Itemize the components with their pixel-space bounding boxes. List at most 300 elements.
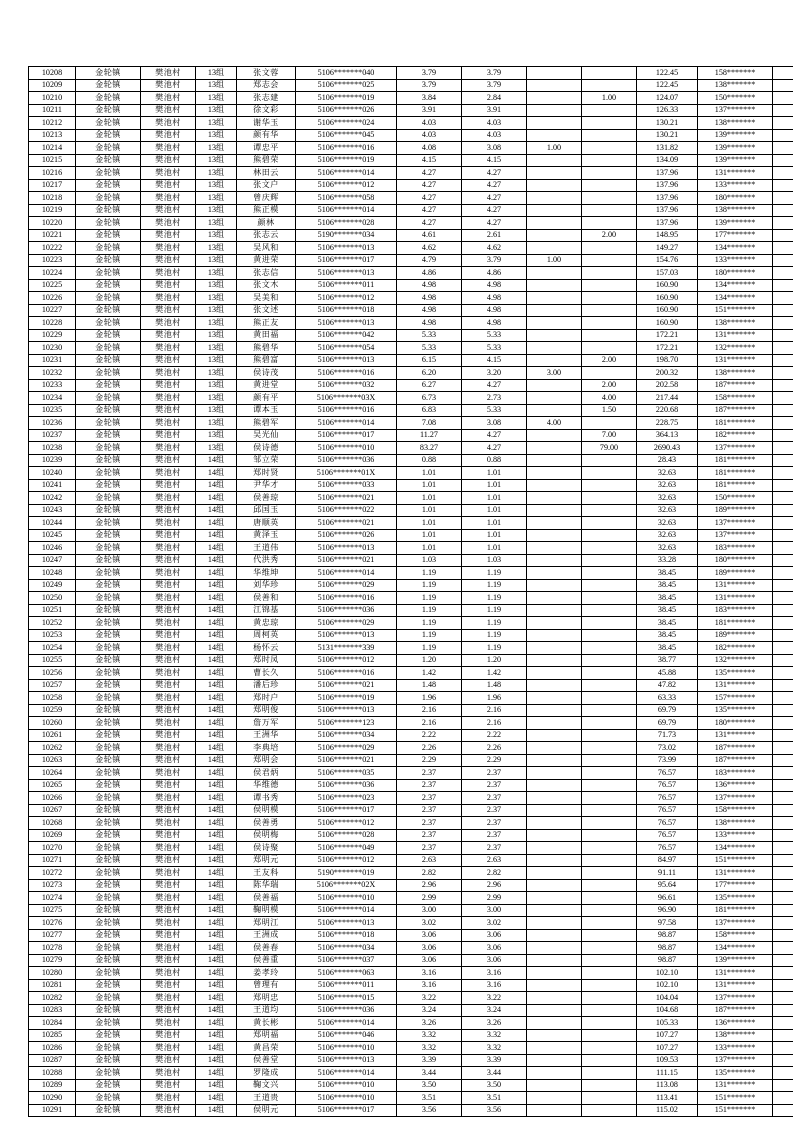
table-cell — [582, 729, 637, 742]
table-cell — [527, 929, 582, 942]
table-cell: 131******* — [698, 979, 773, 992]
table-cell: 5106*******016 — [296, 667, 397, 680]
table-cell: 14组 — [196, 479, 237, 492]
table-cell: 杨怀云 — [237, 642, 296, 655]
table-cell: 谭书秀 — [237, 792, 296, 805]
table-cell: 5106*******028 — [296, 217, 397, 230]
table-cell: 5106*******023 — [296, 792, 397, 805]
table-cell: 10267 — [29, 804, 76, 817]
table-cell: 3.26 — [462, 1017, 527, 1030]
table-cell: 14组 — [196, 529, 237, 542]
table-cell: 139******* — [698, 954, 773, 967]
table-cell: 樊池村 — [141, 654, 196, 667]
table-cell: 樊池村 — [141, 929, 196, 942]
table-row — [29, 117, 793, 130]
table-cell: 5106*******017 — [296, 254, 397, 267]
table-cell: 5106*******012 — [296, 292, 397, 305]
table-cell — [773, 704, 793, 717]
table-cell — [527, 192, 582, 205]
table-cell: 2.37 — [397, 779, 462, 792]
table-cell — [582, 817, 637, 830]
table-cell: 13组 — [196, 292, 237, 305]
table-cell: 尹华才 — [237, 479, 296, 492]
table-cell: 1.96 — [462, 692, 527, 705]
table-cell: 樊池村 — [141, 529, 196, 542]
table-cell: 13组 — [196, 179, 237, 192]
table-cell: 樊池村 — [141, 392, 196, 405]
table-cell: 1.01 — [397, 529, 462, 542]
table-cell: 樊池村 — [141, 192, 196, 205]
table-cell: 3.79 — [462, 67, 527, 80]
table-cell: 代洪秀 — [237, 554, 296, 567]
table-cell: 187******* — [698, 754, 773, 767]
table-cell: 183******* — [698, 542, 773, 555]
table-cell: 202.58 — [637, 379, 698, 392]
table-cell: 5106*******010 — [296, 1092, 397, 1105]
table-cell: 2.29 — [397, 754, 462, 767]
table-cell: 14组 — [196, 679, 237, 692]
table-cell: 金轮镇 — [76, 1104, 141, 1117]
table-cell: 金轮镇 — [76, 742, 141, 755]
table-cell: 金轮镇 — [76, 304, 141, 317]
table-row — [29, 242, 793, 255]
table-cell: 樊池村 — [141, 642, 196, 655]
table-cell — [773, 104, 793, 117]
table-cell: 14组 — [196, 804, 237, 817]
table-cell: 5106*******032 — [296, 379, 397, 392]
table-cell: 217.44 — [637, 392, 698, 405]
table-cell: 4.27 — [397, 204, 462, 217]
table-cell: 2.82 — [462, 867, 527, 880]
table-cell — [582, 204, 637, 217]
table-cell: 220.68 — [637, 404, 698, 417]
table-row — [29, 1067, 793, 1080]
table-cell: 4.62 — [462, 242, 527, 255]
table-cell — [527, 779, 582, 792]
table-cell: 金轮镇 — [76, 917, 141, 930]
table-cell: 2.99 — [397, 892, 462, 905]
table-cell: 10243 — [29, 504, 76, 517]
table-cell: 1.19 — [462, 604, 527, 617]
table-cell: 2.22 — [397, 729, 462, 742]
table-cell — [527, 267, 582, 280]
table-cell — [773, 979, 793, 992]
table-cell: 1.42 — [397, 667, 462, 680]
table-cell: 樊池村 — [141, 292, 196, 305]
table-cell: 10239 — [29, 454, 76, 467]
table-cell: 10250 — [29, 592, 76, 605]
table-cell: 1.19 — [462, 629, 527, 642]
table-cell: 樊池村 — [141, 417, 196, 430]
table-cell: 郑志会 — [237, 79, 296, 92]
table-cell: 10241 — [29, 479, 76, 492]
table-cell: 133******* — [698, 829, 773, 842]
table-cell — [582, 604, 637, 617]
table-row — [29, 567, 793, 580]
table-cell: 10258 — [29, 692, 76, 705]
table-cell: 172.21 — [637, 329, 698, 342]
table-cell: 104.68 — [637, 1004, 698, 1017]
table-cell: 181******* — [698, 454, 773, 467]
table-cell: 4.15 — [462, 354, 527, 367]
table-cell: 84.97 — [637, 854, 698, 867]
table-cell: 5106*******014 — [296, 567, 397, 580]
table-cell — [773, 354, 793, 367]
table-row — [29, 667, 793, 680]
table-cell: 樊池村 — [141, 767, 196, 780]
table-cell: 金轮镇 — [76, 1067, 141, 1080]
table-cell: 10263 — [29, 754, 76, 767]
table-cell: 2.96 — [397, 879, 462, 892]
table-cell: 侯明模 — [237, 804, 296, 817]
table-cell — [582, 754, 637, 767]
table-cell — [582, 1067, 637, 1080]
table-cell: 金轮镇 — [76, 529, 141, 542]
table-cell — [527, 879, 582, 892]
table-cell: 金轮镇 — [76, 654, 141, 667]
table-cell: 10286 — [29, 1042, 76, 1055]
table-cell: 13组 — [196, 67, 237, 80]
table-cell: 3.02 — [462, 917, 527, 930]
table-cell: 金轮镇 — [76, 554, 141, 567]
table-cell: 3.39 — [397, 1054, 462, 1067]
table-cell: 13组 — [196, 192, 237, 205]
table-cell: 10211 — [29, 104, 76, 117]
table-cell: 158******* — [698, 392, 773, 405]
table-cell — [773, 242, 793, 255]
table-row — [29, 767, 793, 780]
table-cell: 金轮镇 — [76, 117, 141, 130]
table-cell: 邱国玉 — [237, 504, 296, 517]
table-cell: 14组 — [196, 867, 237, 880]
table-cell: 熊正友 — [237, 317, 296, 330]
table-row — [29, 554, 793, 567]
table-cell: 金轮镇 — [76, 867, 141, 880]
table-cell: 金轮镇 — [76, 292, 141, 305]
table-cell: 5106*******012 — [296, 817, 397, 830]
table-cell — [773, 1004, 793, 1017]
table-row — [29, 379, 793, 392]
table-cell — [773, 1054, 793, 1067]
table-cell: 金轮镇 — [76, 642, 141, 655]
table-cell: 4.86 — [397, 267, 462, 280]
table-cell: 5106*******049 — [296, 842, 397, 855]
table-cell: 182******* — [698, 429, 773, 442]
table-cell: 10242 — [29, 492, 76, 505]
table-cell: 10255 — [29, 654, 76, 667]
table-cell: 3.24 — [397, 1004, 462, 1017]
table-cell — [527, 79, 582, 92]
table-cell — [527, 579, 582, 592]
table-cell — [773, 792, 793, 805]
table-row — [29, 904, 793, 917]
table-cell — [773, 142, 793, 155]
table-cell: 樊池村 — [141, 504, 196, 517]
table-cell — [773, 692, 793, 705]
table-cell: 樊池村 — [141, 967, 196, 980]
table-cell: 樊池村 — [141, 167, 196, 180]
table-cell: 金轮镇 — [76, 1054, 141, 1067]
table-cell — [527, 917, 582, 930]
table-cell: 181******* — [698, 904, 773, 917]
table-cell — [527, 604, 582, 617]
table-cell: 131******* — [698, 354, 773, 367]
table-row — [29, 279, 793, 292]
table-cell: 5106*******016 — [296, 367, 397, 380]
table-cell: 5106*******012 — [296, 854, 397, 867]
table-cell — [773, 417, 793, 430]
table-cell: 5106*******026 — [296, 104, 397, 117]
table-cell: 135******* — [698, 704, 773, 717]
table-cell: 13组 — [196, 242, 237, 255]
table-cell: 76.57 — [637, 817, 698, 830]
table-cell: 樊池村 — [141, 267, 196, 280]
table-cell: 10280 — [29, 967, 76, 980]
table-cell: 黄长彬 — [237, 1017, 296, 1030]
table-cell: 潘后珍 — [237, 679, 296, 692]
table-cell: 14组 — [196, 1017, 237, 1030]
table-row — [29, 579, 793, 592]
table-cell: 3.50 — [462, 1079, 527, 1092]
table-cell — [527, 292, 582, 305]
table-cell — [582, 842, 637, 855]
table-cell: 侯善春 — [237, 942, 296, 955]
table-cell: 13组 — [196, 204, 237, 217]
table-cell: 金轮镇 — [76, 1029, 141, 1042]
table-cell — [527, 692, 582, 705]
table-cell: 5106*******03X — [296, 392, 397, 405]
table-cell: 14组 — [196, 917, 237, 930]
table-cell — [582, 667, 637, 680]
table-cell: 10268 — [29, 817, 76, 830]
table-row — [29, 1104, 793, 1117]
table-cell — [582, 67, 637, 80]
table-cell: 3.32 — [397, 1042, 462, 1055]
table-cell: 187******* — [698, 1004, 773, 1017]
table-cell: 5106*******016 — [296, 592, 397, 605]
table-cell: 樊池村 — [141, 867, 196, 880]
table-cell: 5190*******034 — [296, 229, 397, 242]
table-cell — [773, 879, 793, 892]
table-row — [29, 442, 793, 455]
table-cell: 79.00 — [582, 442, 637, 455]
table-cell: 2.37 — [462, 842, 527, 855]
table-cell: 樊池村 — [141, 454, 196, 467]
table-cell — [527, 304, 582, 317]
table-cell: 金轮镇 — [76, 404, 141, 417]
table-cell: 金轮镇 — [76, 379, 141, 392]
table-cell: 0.88 — [462, 454, 527, 467]
table-cell — [773, 904, 793, 917]
table-cell: 160.90 — [637, 317, 698, 330]
table-cell: 5106*******022 — [296, 504, 397, 517]
table-cell: 樊池村 — [141, 1042, 196, 1055]
table-cell: 樊池村 — [141, 329, 196, 342]
table-cell — [527, 392, 582, 405]
table-cell: 金轮镇 — [76, 442, 141, 455]
table-cell — [527, 892, 582, 905]
table-cell: 郑明俊 — [237, 704, 296, 717]
table-cell: 189******* — [698, 567, 773, 580]
table-cell: 3.50 — [397, 1079, 462, 1092]
table-cell: 金轮镇 — [76, 792, 141, 805]
table-cell — [582, 1079, 637, 1092]
table-cell: 10281 — [29, 979, 76, 992]
table-cell: 樊池村 — [141, 667, 196, 680]
table-cell — [582, 629, 637, 642]
table-cell: 151******* — [698, 1092, 773, 1105]
table-cell — [773, 292, 793, 305]
table-cell: 14组 — [196, 704, 237, 717]
table-cell: 10222 — [29, 242, 76, 255]
table-cell: 91.11 — [637, 867, 698, 880]
table-row — [29, 854, 793, 867]
table-cell: 113.41 — [637, 1092, 698, 1105]
table-cell: 金轮镇 — [76, 417, 141, 430]
table-cell: 4.03 — [462, 117, 527, 130]
table-cell: 2.00 — [582, 229, 637, 242]
table-cell: 5106*******013 — [296, 629, 397, 642]
table-cell — [527, 842, 582, 855]
table-cell: 13组 — [196, 129, 237, 142]
table-cell — [582, 929, 637, 942]
table-cell: 5106*******021 — [296, 517, 397, 530]
table-cell: 124.07 — [637, 92, 698, 105]
table-cell: 1.19 — [397, 642, 462, 655]
table-cell — [582, 267, 637, 280]
table-cell: 2.37 — [397, 804, 462, 817]
table-cell: 黄进堂 — [237, 379, 296, 392]
table-cell: 10248 — [29, 567, 76, 580]
table-cell: 38.45 — [637, 617, 698, 630]
table-cell — [527, 742, 582, 755]
table-cell: 130.21 — [637, 129, 698, 142]
table-cell: 金轮镇 — [76, 329, 141, 342]
table-cell: 5106*******013 — [296, 917, 397, 930]
table-cell: 38.45 — [637, 579, 698, 592]
table-cell — [773, 304, 793, 317]
table-cell: 5106*******021 — [296, 492, 397, 505]
table-cell — [773, 254, 793, 267]
table-cell: 郑明福 — [237, 1029, 296, 1042]
table-row — [29, 142, 793, 155]
table-row — [29, 942, 793, 955]
table-cell — [582, 142, 637, 155]
table-cell: 14组 — [196, 542, 237, 555]
table-cell: 樊池村 — [141, 567, 196, 580]
table-row — [29, 329, 793, 342]
table-cell: 2.16 — [397, 717, 462, 730]
table-cell: 侯诗茂 — [237, 367, 296, 380]
table-cell — [527, 354, 582, 367]
table-cell: 郑时户 — [237, 692, 296, 705]
table-row — [29, 292, 793, 305]
table-cell: 10234 — [29, 392, 76, 405]
table-cell: 4.15 — [397, 154, 462, 167]
table-cell: 金轮镇 — [76, 317, 141, 330]
table-row — [29, 67, 793, 80]
table-cell: 1.50 — [582, 404, 637, 417]
table-cell: 4.98 — [462, 292, 527, 305]
table-cell: 1.00 — [527, 254, 582, 267]
table-cell: 2.16 — [462, 717, 527, 730]
table-cell: 4.27 — [462, 192, 527, 205]
table-cell: 2.26 — [462, 742, 527, 755]
table-cell: 5106*******029 — [296, 742, 397, 755]
table-cell: 1.01 — [462, 529, 527, 542]
table-cell: 金轮镇 — [76, 92, 141, 105]
table-cell: 13组 — [196, 279, 237, 292]
table-cell: 14组 — [196, 654, 237, 667]
table-cell: 13组 — [196, 417, 237, 430]
table-row — [29, 417, 793, 430]
table-cell: 189******* — [698, 629, 773, 642]
table-cell: 6.83 — [397, 404, 462, 417]
table-cell: 10266 — [29, 792, 76, 805]
table-cell: 6.15 — [397, 354, 462, 367]
table-cell: 107.27 — [637, 1042, 698, 1055]
table-cell: 160.90 — [637, 279, 698, 292]
table-cell: 5106*******046 — [296, 1029, 397, 1042]
table-cell — [773, 992, 793, 1005]
table-cell: 13组 — [196, 217, 237, 230]
table-cell: 侯善福 — [237, 892, 296, 905]
table-cell: 李典培 — [237, 742, 296, 755]
table-cell — [773, 604, 793, 617]
table-cell: 158******* — [698, 929, 773, 942]
table-cell: 5106*******036 — [296, 604, 397, 617]
table-cell: 金轮镇 — [76, 67, 141, 80]
table-cell — [582, 592, 637, 605]
table-cell — [773, 267, 793, 280]
table-cell: 2.37 — [397, 792, 462, 805]
table-cell: 金轮镇 — [76, 367, 141, 380]
table-cell — [773, 1042, 793, 1055]
table-cell: 金轮镇 — [76, 979, 141, 992]
table-cell: 1.19 — [397, 629, 462, 642]
table-cell: 14组 — [196, 454, 237, 467]
table-cell — [527, 67, 582, 80]
table-cell: 金轮镇 — [76, 992, 141, 1005]
table-cell — [773, 367, 793, 380]
table-cell — [527, 229, 582, 242]
table-cell: 5106*******013 — [296, 354, 397, 367]
table-cell: 137.96 — [637, 204, 698, 217]
table-cell: 10254 — [29, 642, 76, 655]
table-cell — [773, 717, 793, 730]
table-cell: 樊池村 — [141, 517, 196, 530]
table-cell: 樊池村 — [141, 917, 196, 930]
table-cell: 黄进荣 — [237, 254, 296, 267]
table-cell — [582, 742, 637, 755]
table-cell: 10213 — [29, 129, 76, 142]
table-cell — [527, 567, 582, 580]
table-cell: 周柯英 — [237, 629, 296, 642]
table-cell — [527, 717, 582, 730]
table-cell — [773, 129, 793, 142]
table-cell: 黄泽玉 — [237, 529, 296, 542]
table-cell: 1.01 — [462, 479, 527, 492]
table-cell: 3.00 — [462, 904, 527, 917]
table-cell — [773, 404, 793, 417]
table-cell: 10252 — [29, 617, 76, 630]
table-cell: 10233 — [29, 379, 76, 392]
table-cell: 5106*******029 — [296, 579, 397, 592]
table-row — [29, 717, 793, 730]
table-cell — [582, 529, 637, 542]
table-cell — [773, 192, 793, 205]
table-cell: 4.27 — [397, 179, 462, 192]
